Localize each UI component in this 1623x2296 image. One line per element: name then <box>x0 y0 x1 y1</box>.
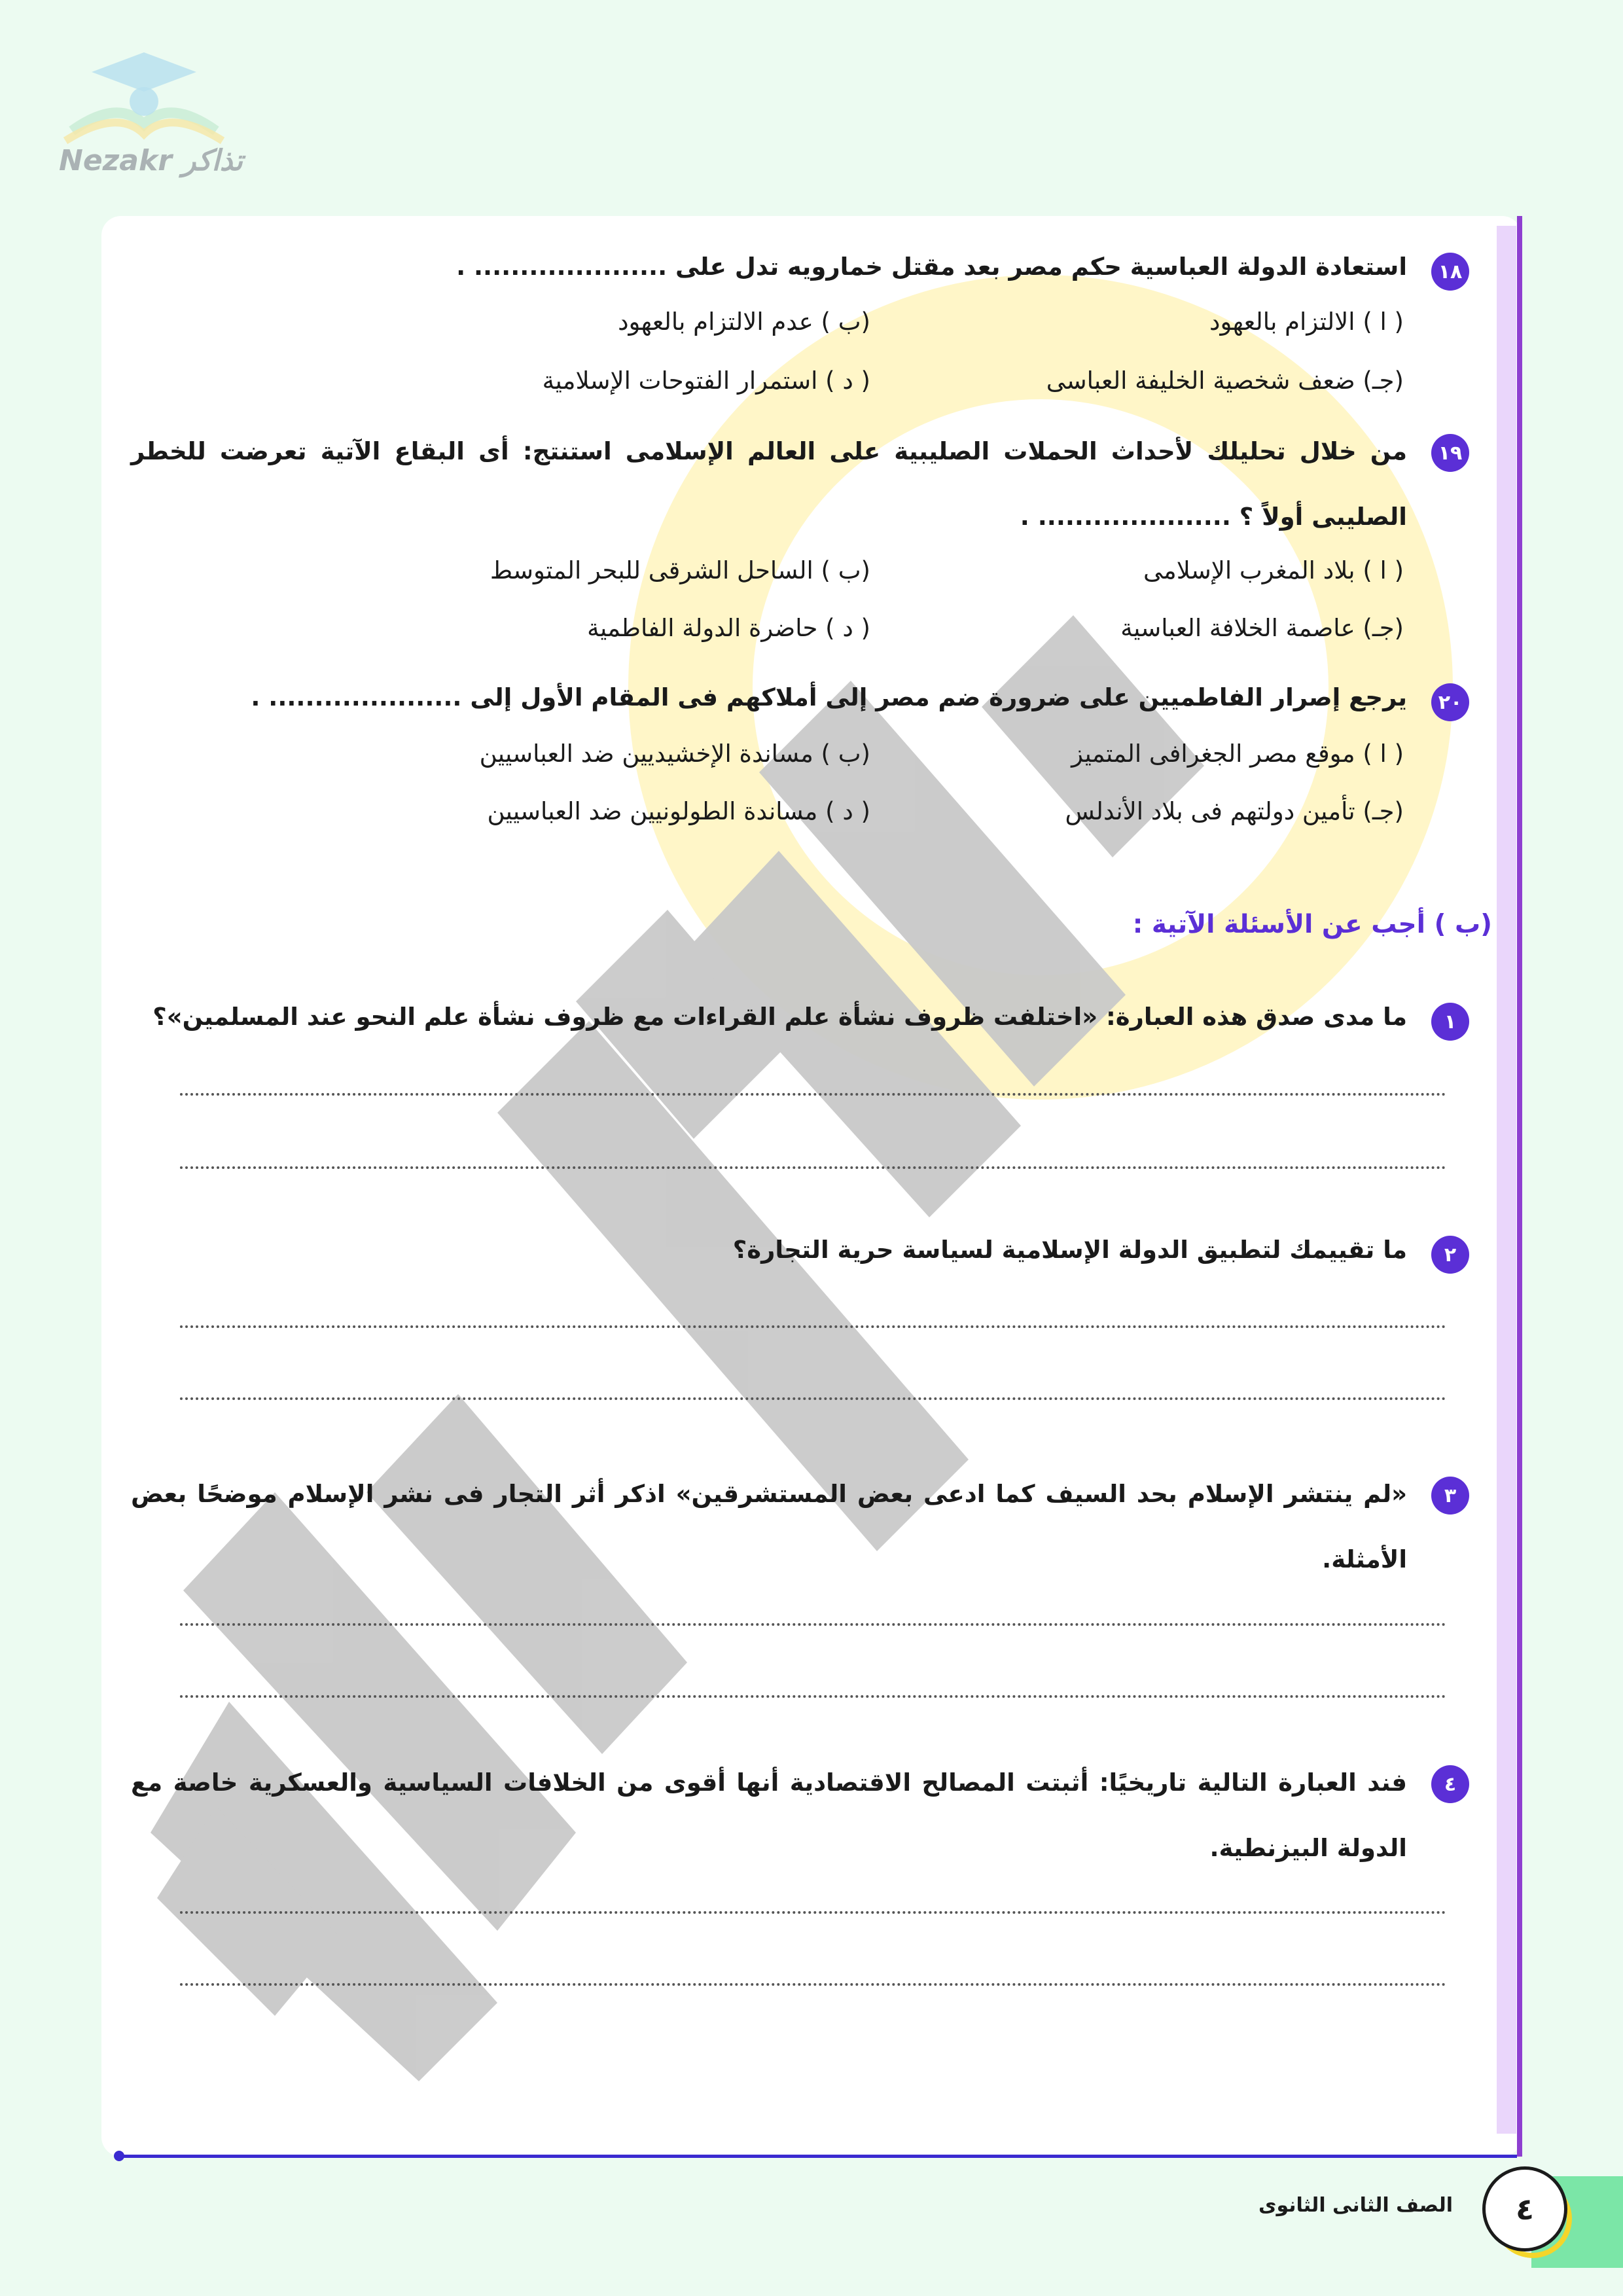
option-a[interactable]: ( ا ) بلاد المغرب الإسلامى <box>1143 556 1404 584</box>
logo-text: Nezakr تذاكر <box>59 144 243 177</box>
answer-line[interactable] <box>180 1166 1446 1169</box>
option-d[interactable]: ( د ) مساندة الطولونيين ضد العباسيين <box>487 797 870 825</box>
question-number-badge: ١٩ <box>1431 434 1469 472</box>
question-number-badge: ٢٠ <box>1431 683 1469 721</box>
answer-line[interactable] <box>180 1093 1446 1096</box>
option-c[interactable]: (جـ) تأمين دولتهم فى بلاد الأندلس <box>1065 797 1404 825</box>
question-number-badge: ٣ <box>1431 1477 1469 1515</box>
question-text: ما تقييمك لتطبيق الدولة الإسلامية لسياسة حرية التجارة؟ <box>732 1236 1407 1264</box>
question-number-badge: ٢ <box>1431 1236 1469 1274</box>
question-text: «لم ينتشر الإسلام بحد السيف كما ادعى بعض المستشرقين» اذكر أثر التجار فى نشر الإسلام موضحًا بعض الأمثلة. <box>131 1480 1407 1573</box>
question-text: ما مدى صدق هذه العبارة: «اختلفت ظروف نشأة علم القراءات مع ظروف نشأة علم النحو عند المسلمين»؟ <box>152 1003 1407 1031</box>
option-a[interactable]: ( ا ) موقع مصر الجغرافى المتميز <box>1071 740 1404 768</box>
footer-divider <box>119 2155 1517 2158</box>
answer-line[interactable] <box>180 1695 1446 1698</box>
section-b-title: (ب ) أجب عن الأسئلة الآتية : <box>1132 910 1492 939</box>
option-c[interactable]: (جـ) ضعف شخصية الخليفة العباسى <box>1046 367 1404 395</box>
question-stem: استعادة الدولة العباسية حكم مصر بعد مقتل خمارويه تدل على ..................... . <box>456 253 1407 281</box>
option-b[interactable]: (ب ) مساندة الإخشيديين ضد العباسيين <box>479 740 870 768</box>
question-stem: من خلال تحليلك لأحداث الحملات الصليبية على العالم الإسلامى استنتج: أى البقاع الآتية تعرضت للخطر الصليبى أولاً ؟ ..................... . <box>131 437 1407 531</box>
question-number-badge: ١ <box>1431 1003 1469 1041</box>
option-d[interactable]: ( د ) استمرار الفتوحات الإسلامية <box>542 367 870 395</box>
question-number-badge: ١٨ <box>1431 253 1469 291</box>
option-a[interactable]: ( ا ) الالتزام بالعهود <box>1209 308 1404 336</box>
question-stem: يرجع إصرار الفاطميين على ضرورة ضم مصر إلى أملاكهم فى المقام الأول إلى ..................... . <box>251 683 1407 711</box>
answer-line[interactable] <box>180 1325 1446 1328</box>
page-number: ٤ <box>1482 2166 1567 2251</box>
answer-line[interactable] <box>180 1623 1446 1626</box>
option-c[interactable]: (جـ) عاصمة الخلافة العباسية <box>1120 614 1404 642</box>
footer-dot <box>114 2151 124 2161</box>
grade-label: الصف الثانى الثانوى <box>1258 2194 1453 2217</box>
answer-line[interactable] <box>180 1983 1446 1986</box>
question-text: فند العبارة التالية تاريخيًا: أثبتت المصالح الاقتصادية أنها أقوى من الخلافات السياسية والعسكرية خاصة مع الدولة البيزنطية. <box>131 1768 1407 1862</box>
option-b[interactable]: (ب ) الساحل الشرقى للبحر المتوسط <box>490 556 870 584</box>
option-d[interactable]: ( د ) حاضرة الدولة الفاطمية <box>587 614 870 642</box>
answer-line[interactable] <box>180 1911 1446 1914</box>
question-number-badge: ٤ <box>1431 1765 1469 1803</box>
option-b[interactable]: (ب ) عدم الالتزام بالعهود <box>618 308 870 336</box>
answer-line[interactable] <box>180 1397 1446 1400</box>
